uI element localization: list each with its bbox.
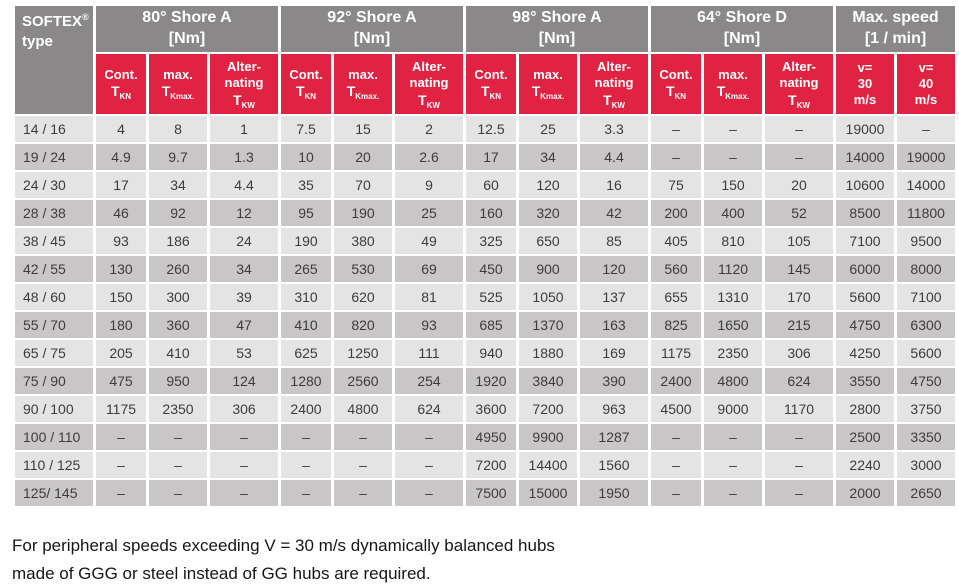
value-cell: 105: [765, 228, 833, 254]
value-cell: –: [765, 424, 833, 450]
value-cell: 625: [281, 340, 331, 366]
value-cell: 95: [281, 200, 331, 226]
table-row: [15, 256, 955, 282]
value-cell: –: [281, 480, 331, 506]
value-cell: 1310: [704, 284, 762, 310]
value-cell: 12.5: [466, 116, 516, 142]
value-cell: 17: [466, 144, 516, 170]
value-cell: 9.7: [149, 144, 207, 170]
value-cell: 1880: [519, 340, 577, 366]
value-cell: 93: [96, 228, 146, 254]
value-cell: 380: [334, 228, 392, 254]
subheader-cont-80-shore-a: Cont. $T_{KN}$: [96, 54, 146, 114]
table-row: [15, 284, 955, 310]
value-cell: –: [704, 144, 762, 170]
value-cell: 7.5: [281, 116, 331, 142]
group-title: Max. speed: [852, 9, 939, 27]
value-cell: –: [765, 452, 833, 478]
value-cell: 170: [765, 284, 833, 310]
value-cell: –: [704, 480, 762, 506]
value-cell: 163: [580, 312, 648, 338]
registered-trademark-symbol: ®: [82, 12, 89, 22]
value-cell: 4500: [651, 396, 701, 422]
row-type-label: 90 / 100: [15, 396, 93, 422]
value-cell: 92: [149, 200, 207, 226]
value-cell: 8500: [836, 200, 894, 226]
value-cell: 20: [334, 144, 392, 170]
subheader-alternating-64-shore-d: Alter- nating $T_{KW}$: [765, 54, 833, 114]
value-cell: 620: [334, 284, 392, 310]
value-cell: –: [149, 424, 207, 450]
group-unit: [Nm]: [538, 30, 576, 47]
group-header-max-speed: [836, 6, 955, 52]
type-word: type: [22, 33, 53, 51]
value-cell: 39: [210, 284, 278, 310]
value-cell: 405: [651, 228, 701, 254]
value-cell: 215: [765, 312, 833, 338]
value-cell: 1175: [651, 340, 701, 366]
value-cell: 11800: [897, 200, 955, 226]
value-cell: 20: [765, 172, 833, 198]
value-cell: –: [651, 144, 701, 170]
row-type-label: 14 / 16: [15, 116, 93, 142]
row-type-label: 38 / 45: [15, 228, 93, 254]
row-type-label: 24 / 30: [15, 172, 93, 198]
value-cell: 2.6: [395, 144, 463, 170]
value-cell: 70: [334, 172, 392, 198]
value-cell: 530: [334, 256, 392, 282]
sub-header-row: [15, 54, 955, 114]
subheader-cont-98-shore-a: Cont. $T_{KN}$: [466, 54, 516, 114]
group-header-row: [15, 6, 955, 52]
value-cell: –: [704, 424, 762, 450]
value-cell: 525: [466, 284, 516, 310]
value-cell: 6300: [897, 312, 955, 338]
value-cell: 254: [395, 368, 463, 394]
value-cell: –: [765, 480, 833, 506]
value-cell: 2400: [281, 396, 331, 422]
value-cell: –: [651, 452, 701, 478]
value-cell: –: [765, 144, 833, 170]
group-header-80-shore-a: [96, 6, 278, 52]
value-cell: 1280: [281, 368, 331, 394]
value-cell: 145: [765, 256, 833, 282]
table-row: [15, 172, 955, 198]
group-unit: [1 / min]: [864, 30, 927, 47]
value-cell: 169: [580, 340, 648, 366]
value-cell: 306: [765, 340, 833, 366]
group-unit: [Nm]: [168, 30, 206, 47]
value-cell: 34: [210, 256, 278, 282]
value-cell: 306: [210, 396, 278, 422]
subheader-max-64-shore-d: max. $T_{Kmax.}$: [704, 54, 762, 114]
value-cell: 160: [466, 200, 516, 226]
value-cell: 1175: [96, 396, 146, 422]
value-cell: 4800: [334, 396, 392, 422]
value-cell: 810: [704, 228, 762, 254]
value-cell: 19000: [897, 144, 955, 170]
table-row: [15, 144, 955, 170]
value-cell: 190: [281, 228, 331, 254]
value-cell: 2800: [836, 396, 894, 422]
value-cell: 9900: [519, 424, 577, 450]
value-cell: 624: [395, 396, 463, 422]
row-type-label: 75 / 90: [15, 368, 93, 394]
value-cell: 7200: [519, 396, 577, 422]
value-cell: –: [704, 116, 762, 142]
table-row: [15, 480, 955, 506]
value-cell: –: [281, 452, 331, 478]
value-cell: 410: [281, 312, 331, 338]
value-cell: 900: [519, 256, 577, 282]
value-cell: 4.9: [96, 144, 146, 170]
value-cell: 1920: [466, 368, 516, 394]
value-cell: 820: [334, 312, 392, 338]
value-cell: 3000: [897, 452, 955, 478]
value-cell: 8: [149, 116, 207, 142]
table-row: [15, 312, 955, 338]
subheader-max-92-shore-a: max. $T_{Kmax.}$: [334, 54, 392, 114]
value-cell: 2000: [836, 480, 894, 506]
value-cell: 53: [210, 340, 278, 366]
value-cell: 150: [96, 284, 146, 310]
value-cell: 14000: [897, 172, 955, 198]
value-cell: 14400: [519, 452, 577, 478]
value-cell: 3350: [897, 424, 955, 450]
value-cell: –: [651, 424, 701, 450]
value-cell: 3600: [466, 396, 516, 422]
group-header-64-shore-d: [651, 6, 833, 52]
value-cell: 4750: [897, 368, 955, 394]
value-cell: 7100: [897, 284, 955, 310]
value-cell: 1170: [765, 396, 833, 422]
value-cell: 15: [334, 116, 392, 142]
footnote-line-1: For peripheral speeds exceeding V = 30 m/s dynamically balanced hubs: [12, 536, 555, 555]
value-cell: 34: [519, 144, 577, 170]
value-cell: 8000: [897, 256, 955, 282]
value-cell: 300: [149, 284, 207, 310]
row-type-label: 125/ 145: [15, 480, 93, 506]
subheader-alternating-80-shore-a: Alter- nating $T_{KW}$: [210, 54, 278, 114]
value-cell: –: [96, 424, 146, 450]
group-unit: [Nm]: [723, 30, 761, 47]
row-type-label: 65 / 75: [15, 340, 93, 366]
value-cell: –: [149, 480, 207, 506]
value-cell: 410: [149, 340, 207, 366]
subheader-max-98-shore-a: max. $T_{Kmax.}$: [519, 54, 577, 114]
row-type-label: 42 / 55: [15, 256, 93, 282]
value-cell: 390: [580, 368, 648, 394]
value-cell: 200: [651, 200, 701, 226]
subheader-alternating-98-shore-a: Alter- nating $T_{KW}$: [580, 54, 648, 114]
value-cell: 1.3: [210, 144, 278, 170]
value-cell: 3840: [519, 368, 577, 394]
value-cell: 1250: [334, 340, 392, 366]
subheader-speed-v-30: v= 30 m/s: [836, 54, 894, 114]
value-cell: 124: [210, 368, 278, 394]
value-cell: 1560: [580, 452, 648, 478]
value-cell: –: [651, 116, 701, 142]
value-cell: 2350: [149, 396, 207, 422]
value-cell: 2350: [704, 340, 762, 366]
value-cell: 360: [149, 312, 207, 338]
value-cell: 24: [210, 228, 278, 254]
value-cell: –: [96, 480, 146, 506]
value-cell: 4750: [836, 312, 894, 338]
value-cell: 60: [466, 172, 516, 198]
value-cell: 560: [651, 256, 701, 282]
value-cell: –: [210, 480, 278, 506]
value-cell: 42: [580, 200, 648, 226]
footnote-line-2: made of GGG or steel instead of GG hubs are required.: [12, 563, 431, 583]
value-cell: 325: [466, 228, 516, 254]
value-cell: –: [395, 424, 463, 450]
value-cell: 6000: [836, 256, 894, 282]
value-cell: 130: [96, 256, 146, 282]
value-cell: 17: [96, 172, 146, 198]
value-cell: –: [210, 424, 278, 450]
value-cell: –: [96, 452, 146, 478]
value-cell: 320: [519, 200, 577, 226]
value-cell: 260: [149, 256, 207, 282]
table-row: [15, 424, 955, 450]
value-cell: 52: [765, 200, 833, 226]
row-type-label: 100 / 110: [15, 424, 93, 450]
value-cell: 46: [96, 200, 146, 226]
row-type-label: 110 / 125: [15, 452, 93, 478]
value-cell: –: [651, 480, 701, 506]
value-cell: 81: [395, 284, 463, 310]
value-cell: 1287: [580, 424, 648, 450]
value-cell: 9: [395, 172, 463, 198]
table-row: [15, 116, 955, 142]
value-cell: 190: [334, 200, 392, 226]
subheader-cont-64-shore-d: Cont. $T_{KN}$: [651, 54, 701, 114]
value-cell: 2500: [836, 424, 894, 450]
value-cell: 47: [210, 312, 278, 338]
value-cell: 4950: [466, 424, 516, 450]
value-cell: 93: [395, 312, 463, 338]
row-type-label: 19 / 24: [15, 144, 93, 170]
value-cell: –: [395, 452, 463, 478]
value-cell: –: [704, 452, 762, 478]
value-cell: 4800: [704, 368, 762, 394]
value-cell: 34: [149, 172, 207, 198]
value-cell: –: [395, 480, 463, 506]
value-cell: 186: [149, 228, 207, 254]
value-cell: 310: [281, 284, 331, 310]
value-cell: 3550: [836, 368, 894, 394]
brand-name: SOFTEX: [22, 13, 83, 30]
value-cell: 825: [651, 312, 701, 338]
subheader-cont-92-shore-a: Cont. $T_{KN}$: [281, 54, 331, 114]
value-cell: 475: [96, 368, 146, 394]
value-cell: 1120: [704, 256, 762, 282]
value-cell: 400: [704, 200, 762, 226]
value-cell: 4.4: [580, 144, 648, 170]
value-cell: 150: [704, 172, 762, 198]
value-cell: 49: [395, 228, 463, 254]
value-cell: 14000: [836, 144, 894, 170]
value-cell: 120: [580, 256, 648, 282]
value-cell: 2240: [836, 452, 894, 478]
value-cell: 1050: [519, 284, 577, 310]
type-column-header: [15, 6, 93, 114]
group-header-92-shore-a: [281, 6, 463, 52]
table-row: [15, 228, 955, 254]
value-cell: 25: [519, 116, 577, 142]
brand-title: [22, 11, 93, 32]
value-cell: 15000: [519, 480, 577, 506]
value-cell: 25: [395, 200, 463, 226]
group-title: 64° Shore D: [697, 9, 787, 27]
value-cell: 950: [149, 368, 207, 394]
value-cell: 1950: [580, 480, 648, 506]
value-cell: –: [334, 480, 392, 506]
table-row: [15, 452, 955, 478]
group-title: 80° Shore A: [142, 9, 232, 27]
value-cell: –: [281, 424, 331, 450]
group-unit: [Nm]: [353, 30, 391, 47]
value-cell: 685: [466, 312, 516, 338]
value-cell: 3750: [897, 396, 955, 422]
value-cell: 2560: [334, 368, 392, 394]
value-cell: 7100: [836, 228, 894, 254]
table-row: [15, 200, 955, 226]
value-cell: –: [897, 116, 955, 142]
group-title: 98° Shore A: [512, 9, 602, 27]
value-cell: 4: [96, 116, 146, 142]
value-cell: 655: [651, 284, 701, 310]
value-cell: 265: [281, 256, 331, 282]
value-cell: 12: [210, 200, 278, 226]
value-cell: 137: [580, 284, 648, 310]
value-cell: 9000: [704, 396, 762, 422]
subheader-alternating-92-shore-a: Alter- nating $T_{KW}$: [395, 54, 463, 114]
value-cell: 2: [395, 116, 463, 142]
value-cell: –: [334, 424, 392, 450]
value-cell: 75: [651, 172, 701, 198]
value-cell: 4.4: [210, 172, 278, 198]
value-cell: 940: [466, 340, 516, 366]
value-cell: 180: [96, 312, 146, 338]
value-cell: 1650: [704, 312, 762, 338]
footnote: [12, 532, 959, 587]
value-cell: 9500: [897, 228, 955, 254]
subheader-speed-v-40: v= 40 m/s: [897, 54, 955, 114]
value-cell: 10: [281, 144, 331, 170]
value-cell: 205: [96, 340, 146, 366]
group-title: 92° Shore A: [327, 9, 417, 27]
table-row: [15, 368, 955, 394]
value-cell: 85: [580, 228, 648, 254]
subheader-max-80-shore-a: max. $T_{Kmax.}$: [149, 54, 207, 114]
row-type-label: 28 / 38: [15, 200, 93, 226]
value-cell: 1370: [519, 312, 577, 338]
value-cell: 1: [210, 116, 278, 142]
value-cell: 5600: [836, 284, 894, 310]
value-cell: –: [334, 452, 392, 478]
value-cell: 7500: [466, 480, 516, 506]
table-row: [15, 340, 955, 366]
value-cell: 16: [580, 172, 648, 198]
value-cell: –: [210, 452, 278, 478]
value-cell: 963: [580, 396, 648, 422]
value-cell: 7200: [466, 452, 516, 478]
value-cell: 35: [281, 172, 331, 198]
table-row: [15, 396, 955, 422]
value-cell: 650: [519, 228, 577, 254]
softex-torque-speed-table: [12, 4, 958, 508]
value-cell: 450: [466, 256, 516, 282]
row-type-label: 48 / 60: [15, 284, 93, 310]
value-cell: 2400: [651, 368, 701, 394]
value-cell: –: [765, 116, 833, 142]
value-cell: 3.3: [580, 116, 648, 142]
value-cell: 4250: [836, 340, 894, 366]
value-cell: 2650: [897, 480, 955, 506]
value-cell: 120: [519, 172, 577, 198]
group-header-98-shore-a: [466, 6, 648, 52]
value-cell: 111: [395, 340, 463, 366]
value-cell: 10600: [836, 172, 894, 198]
value-cell: 624: [765, 368, 833, 394]
value-cell: –: [149, 452, 207, 478]
value-cell: 5600: [897, 340, 955, 366]
row-type-label: 55 / 70: [15, 312, 93, 338]
value-cell: 69: [395, 256, 463, 282]
value-cell: 19000: [836, 116, 894, 142]
